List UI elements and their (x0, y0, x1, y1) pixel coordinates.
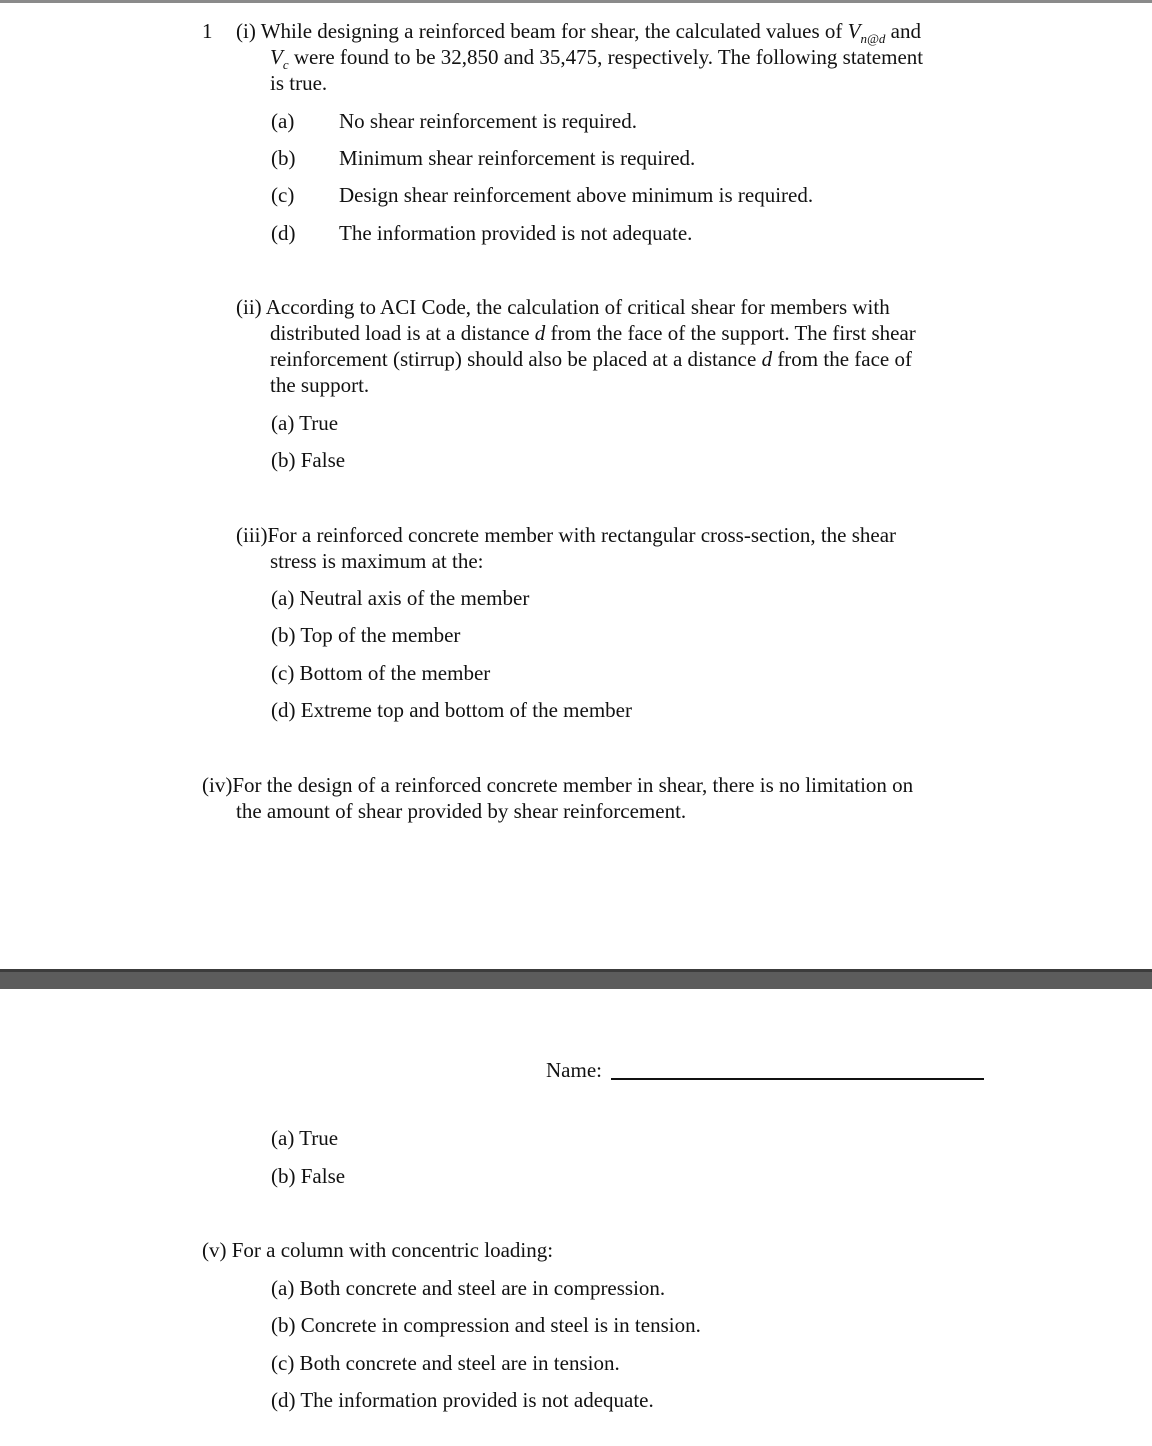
question-i-text-1: While designing a reinforced beam for shear, the calculated values of (260, 19, 848, 43)
question-i-option-d: (d) The information provided is not adequate. (271, 221, 693, 245)
question-v-option-c: (c) Both concrete and steel are in tension. (271, 1351, 620, 1375)
question-iii-option-d: (d) Extreme top and bottom of the member (271, 698, 632, 722)
distance-d-symbol: d (534, 321, 546, 345)
question-i-option-c: (c) Design shear reinforcement above minimum is required. (271, 183, 814, 207)
question-v-line-1: (v) For a column with concentric loading: (202, 1238, 554, 1262)
question-ii-option-b: (b) False (271, 448, 346, 472)
question-i-text-2: were found to be 32,850 and 35,475, respectively. The following statement (288, 45, 924, 69)
question-ii-line-1: (ii) According to ACI Code, the calculation of critical shear for members with (236, 295, 890, 319)
question-iii-option-b: (b) Top of the member (271, 623, 461, 647)
name-underline[interactable] (611, 1078, 984, 1080)
question-iv (202, 772, 913, 824)
question-i-option-b: (b) Minimum shear reinforcement is required. (271, 146, 696, 170)
question-i-line-3: is true. (270, 71, 328, 95)
question-iii-line-2: stress is maximum at the: (270, 549, 484, 573)
page-top-border (0, 0, 1152, 3)
question-i-text-1b: and (885, 19, 921, 43)
vn-symbol: $V_{n@d}$ (847, 19, 886, 47)
distance-d-symbol: d (761, 347, 773, 371)
question-iv-option-a: (a) True (271, 1126, 339, 1150)
question-ii-line-2: distributed load is at a distance d from the face of the support. The first shear (270, 321, 916, 345)
question-ii (236, 294, 916, 398)
question-v-option-b: (b) Concrete in compression and steel is in tension. (271, 1313, 701, 1337)
question-v-option-d: (d) The information provided is not adequate. (271, 1388, 654, 1412)
question-iii-option-c: (c) Bottom of the member (271, 661, 491, 685)
question-iii-line-1: (iii)For a reinforced concrete member with rectangular cross-section, the shear (236, 523, 897, 547)
name-label: Name: (546, 1058, 602, 1082)
question-number: 1 (202, 19, 213, 43)
question-iv-line-2: the amount of shear provided by shear reinforcement. (236, 799, 687, 823)
question-i (236, 18, 923, 96)
page-divider (0, 969, 1152, 989)
question-ii-line-4: the support. (270, 373, 370, 397)
question-iv-line-1: (iv)For the design of a reinforced concrete member in shear, there is no limitation on (202, 773, 914, 797)
question-i-option-a: (a) No shear reinforcement is required. (271, 109, 637, 133)
question-iv-option-b: (b) False (271, 1164, 346, 1188)
vc-symbol: $V_c$ (270, 45, 289, 73)
question-ii-option-a: (a) True (271, 411, 339, 435)
question-iii-option-a: (a) Neutral axis of the member (271, 586, 530, 610)
question-i-line-2 (236, 44, 924, 73)
question-v-option-a: (a) Both concrete and steel are in compression. (271, 1276, 666, 1300)
question-i-line-1 (236, 18, 923, 47)
question-iii (236, 522, 896, 574)
question-i-label: (i) (236, 19, 256, 43)
question-ii-line-3: reinforcement (stirrup) should also be placed at a distance d from the face of (270, 347, 912, 371)
